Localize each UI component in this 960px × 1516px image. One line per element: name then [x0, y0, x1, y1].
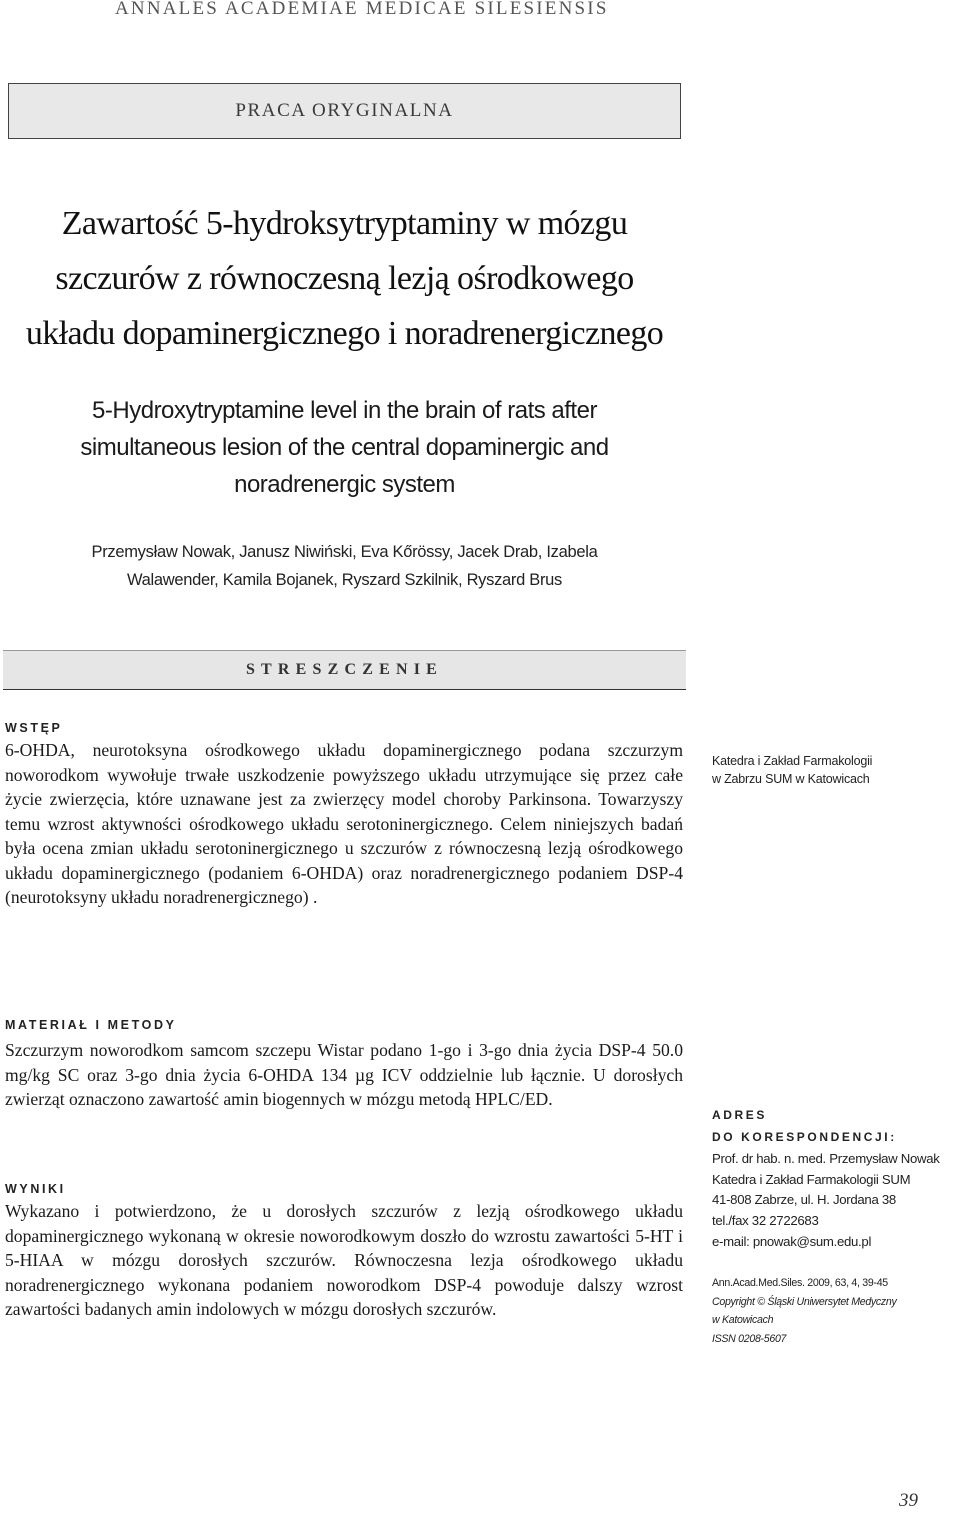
affiliation	[712, 752, 872, 788]
copyright-line: w Katowicach	[712, 1314, 774, 1326]
citation-reference: Ann.Acad.Med.Siles. 2009, 63, 4, 39-45	[712, 1277, 888, 1289]
correspondence-heading: ADRES	[712, 1108, 768, 1122]
author-list	[0, 538, 689, 594]
title-english-line: noradrenergic system	[234, 471, 455, 498]
section-text-methods: Szczurzym noworodkom samcom szczepu Wistar podano 1-go i 3-go dnia życia DSP-4 50.0 mg/kg SC oraz 3-go dnia życia 6-OHDA 134 µg ICV oddzielnie lub łącznie. U dorosłych zwierząt oznaczono zawartość amin biogennych w mózgu metodą HPLC/ED.	[5, 1040, 683, 1109]
section-heading-methods: MATERIAŁ I METODY	[5, 1018, 177, 1032]
title-english-line: simultaneous lesion of the central dopaminergic and	[80, 434, 609, 461]
correspondence-address	[712, 1149, 940, 1253]
address-line: 41-808 Zabrze, ul. H. Jordana 38	[712, 1192, 896, 1208]
article-type: PRACA ORYGINALNA	[235, 100, 454, 121]
title-polish-line: szczurów z równoczesną lezją ośrodkowego	[55, 260, 634, 297]
abstract-heading: STRESZCZENIE	[245, 661, 444, 678]
section-text-results: Wykazano i potwierdzono, że u dorosłych szczurów z lezją ośrodkowego układu dopaminergicznego wykonaną w okresie noworodkowym doszło do wzrostu zawartości 5-HT i 5-HIAA w mózgu dorosłych szczurów. Równoczesna lezja ośrodkowego układu noradrenergicznego wykonana podaniem noworodkom DSP-4 powoduje dalszy wzrost zawartości badanych amin indolowych w mózgu dorosłych szczurów.	[5, 1201, 683, 1319]
section-heading-intro: WSTĘP	[5, 721, 63, 735]
title-polish-line: Zawartość 5-hydroksytryptaminy w mózgu	[61, 205, 628, 242]
address-line: tel./fax 32 2722683	[712, 1213, 819, 1229]
title-polish	[0, 196, 689, 361]
correspondence-subheading: DO KORESPONDENCJI:	[712, 1130, 897, 1144]
issn: ISSN 0208-5607	[712, 1332, 787, 1345]
title-english	[0, 392, 689, 503]
journal-name: ANNALES ACADEMIAE MEDICAE SILESIENSIS	[115, 0, 609, 19]
page-number: 39	[899, 1490, 918, 1511]
title-polish-line: układu dopaminergicznego i noradrenergicznego	[25, 315, 664, 352]
title-english-line: 5-Hydroxytryptamine level in the brain of rats after	[92, 397, 597, 424]
address-line: Katedra i Zakład Farmakologii SUM	[712, 1171, 911, 1187]
citation-block	[712, 1274, 897, 1348]
section-text-intro: 6-OHDA, neurotoksyna ośrodkowego układu dopaminergicznego podana szczurzym noworodkom wywołuje trwałe uszkodzenie powyższego układu utrzymujące się przez całe życie zwierzęcia, które uznawane jest za zwierzęcy model choroby Parkinsona. Towarzyszy temu wzrost aktywności ośrodkowego układu serotoninergicznego. Celem niniejszych badań była ocena zmian układu serotoninergicznego u szczurów z równoczesną lezją ośrodkowego układu dopaminergicznego (podaniem 6-OHDA) oraz noradrenergicznego podaniem DSP-4 (neurotoksyny układu noradrenergicznego) .	[5, 740, 683, 907]
copyright-line: Copyright © Śląski Uniwersytet Medyczny	[712, 1295, 897, 1308]
email-address: e-mail: pnowak@sum.edu.pl	[712, 1233, 872, 1249]
address-line: Prof. dr hab. n. med. Przemysław Nowak	[712, 1151, 940, 1166]
affiliation-line: Katedra i Zakład Farmakologii	[712, 754, 873, 768]
section-heading-results: WYNIKI	[5, 1182, 66, 1196]
author-line: Walawender, Kamila Bojanek, Ryszard Szkilnik, Ryszard Brus	[127, 571, 562, 589]
affiliation-line: w Zabrzu SUM w Katowicach	[712, 772, 870, 786]
author-line: Przemysław Nowak, Janusz Niwiński, Eva Kőrössy, Jacek Drab, Izabela	[91, 543, 598, 561]
